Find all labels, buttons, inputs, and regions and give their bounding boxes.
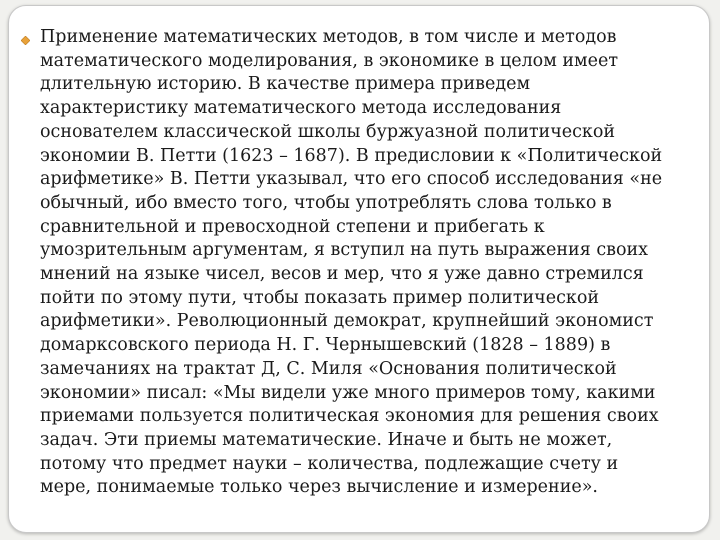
bullet-item: [17, 26, 699, 500]
diamond-bullet-icon: [21, 36, 30, 45]
paragraph-text: Применение математических методов, в том числе и методов математического моделирования, в экономике в целом имеет длительную историю. В качестве примера приведем характеристику математического метода исследования основaтелем классической школы буржуазной политической экономии В. Петти (1623 – 1687). В предисловии к «Политической арифметике» В. Петти указывал, что его способ исследования «не обычный, ибо вместо того, чтобы употреблять слова только в сравнительной и превосходной степени и прибегать к умозрительным аргументам, я вступил на путь выражения своих мнений на языке чисел, весов и мер, что я уже давно стремился пойти по этому пути, чтобы показать пример политической арифметики». Революционный демократ, крупнейший экономист домарксовского периода Н. Г. Чернышевский (1828 – 1889) в замечаниях на трактат Д, С. Миля «Основания политической экономии» писал: «Мы видели уже много примеров тому, какими приемами пользуется политическая экономия для решения своих задач. Эти приемы математические. Иначе и быть не может, потому что предмет науки – количества, подлежащие счету и мере, понимаемые только через вычисление и измерение».: [40, 27, 663, 498]
slide-card: [8, 5, 710, 533]
